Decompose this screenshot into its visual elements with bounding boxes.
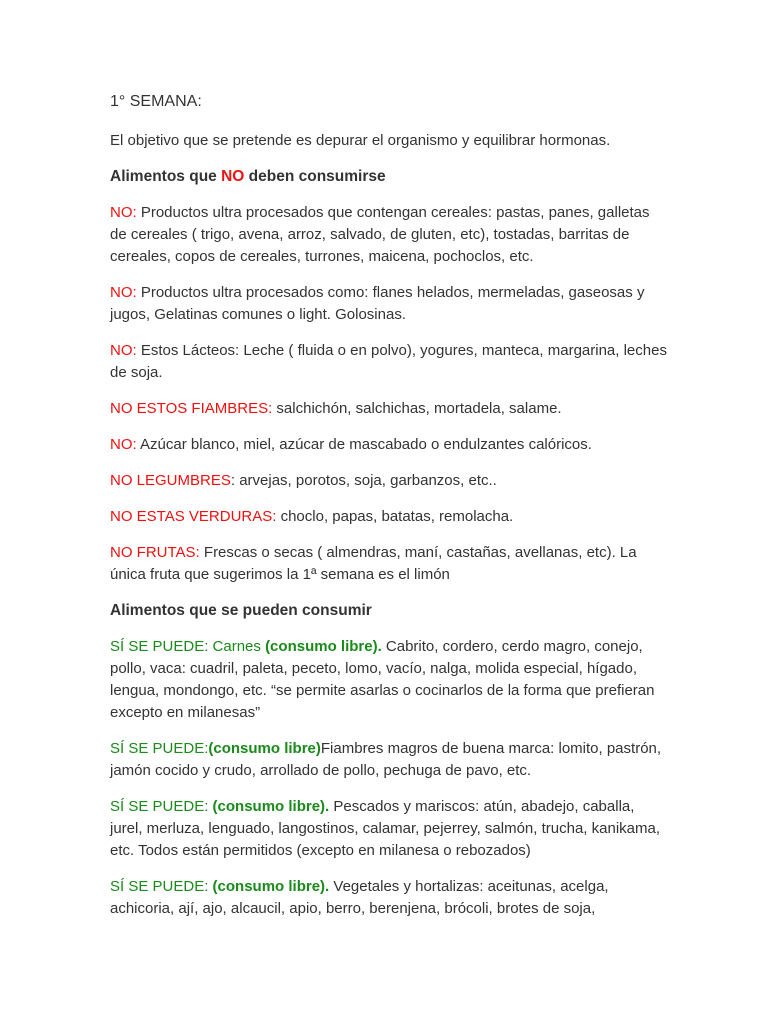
yes-item <box>110 636 670 724</box>
heading-no-highlight: NO <box>221 168 245 185</box>
no-item-label: NO: <box>110 342 137 359</box>
no-item-text: salchichón, salchichas, mortadela, salame. <box>272 400 562 417</box>
no-item-text: : arvejas, porotos, soja, garbanzos, etc.. <box>230 472 497 489</box>
no-item <box>110 542 670 586</box>
yes-item-text: Vegetales y hortalizas: aceitunas, acelga, achicoria, ají, ajo, alcaucil, apio, berro, berenjena, brócoli, brotes de soja, <box>110 878 609 917</box>
no-item <box>110 506 670 528</box>
yes-item-bold: (consumo libre). <box>265 638 382 655</box>
no-item-label: NO LEGUMBRES <box>110 472 231 489</box>
yes-item-bold: (consumo libre) <box>208 740 321 757</box>
no-item <box>110 398 670 420</box>
week-title: 1° SEMANA: <box>110 93 202 110</box>
no-item-text: choclo, papas, batatas, remolacha. <box>276 508 514 525</box>
heading-forbidden-foods <box>110 166 670 188</box>
no-item-label: NO ESTAS VERDURAS: <box>110 508 277 525</box>
no-item <box>110 282 670 326</box>
no-item-text: Frescas o secas ( almendras, maní, castañas, avellanas, etc). La única fruta que sugerimos la 1ª semana es el limón <box>110 544 637 583</box>
document-body <box>110 91 670 934</box>
yes-item-text: Fiambres magros de buena marca: lomito, pastrón, jamón cocido y crudo, arrollado de pollo, pechuga de pavo, etc. <box>110 740 662 779</box>
heading-no-after: deben consumirse <box>244 168 386 185</box>
yes-item <box>110 738 670 782</box>
yes-item-label: SÍ SE PUEDE: Carnes <box>110 638 266 655</box>
yes-item-label: SÍ SE PUEDE: <box>110 740 209 757</box>
yes-item-bold: (consumo libre). <box>212 798 330 815</box>
no-item <box>110 470 670 492</box>
no-item <box>110 202 670 268</box>
no-item-label: NO ESTOS FIAMBRES: <box>110 400 273 417</box>
no-item-label: NO: <box>110 284 137 301</box>
yes-item <box>110 876 670 920</box>
yes-item-label: SÍ SE PUEDE: <box>110 878 213 895</box>
heading-allowed-foods: Alimentos que se pueden consumir <box>110 602 372 619</box>
yes-item <box>110 796 670 862</box>
no-item-text: Productos ultra procesados como: flanes helados, mermeladas, gaseosas y jugos, Gelatinas comunes o light. Golosinas. <box>110 284 645 323</box>
no-item <box>110 434 670 456</box>
no-item-text: Azúcar blanco, miel, azúcar de mascabado o endulzantes calóricos. <box>136 436 592 453</box>
yes-item-label: SÍ SE PUEDE: <box>110 798 213 815</box>
intro-paragraph: El objetivo que se pretende es depurar el organismo y equilibrar hormonas. <box>110 132 611 149</box>
heading-no-before: Alimentos que <box>110 168 222 185</box>
yes-item-bold: (consumo libre). <box>212 878 330 895</box>
yes-item-text: Cabrito, cordero, cerdo magro, conejo, pollo, vaca: cuadril, paleta, peceto, lomo, vacío, nalga, molida especial, hígado, lengua, mondongo, etc. “se permite asarlas o cocinarlos de la forma que prefieran excepto en milanesas” <box>110 638 655 721</box>
no-item-text: Estos Lácteos: Leche ( fluida o en polvo), yogures, manteca, margarina, leches de soja. <box>110 342 667 381</box>
no-item <box>110 340 670 384</box>
no-item-text: Productos ultra procesados que contengan cereales: pastas, panes, galletas de cereales ( trigo, avena, arroz, salvado, de gluten, etc), tostadas, barritas de cereales, copos de cereales, turrones, maicena, pochoclos, etc. <box>110 204 650 265</box>
no-item-label: NO: <box>110 436 137 453</box>
no-item-label: NO: <box>110 204 137 221</box>
yes-item-text: Pescados y mariscos: atún, abadejo, caballa, jurel, merluza, lenguado, langostinos, calamar, pejerrey, salmón, trucha, kanikama, etc. Todos están permitidos (excepto en milanesa o rebozados) <box>110 798 660 859</box>
no-item-label: NO FRUTAS: <box>110 544 200 561</box>
